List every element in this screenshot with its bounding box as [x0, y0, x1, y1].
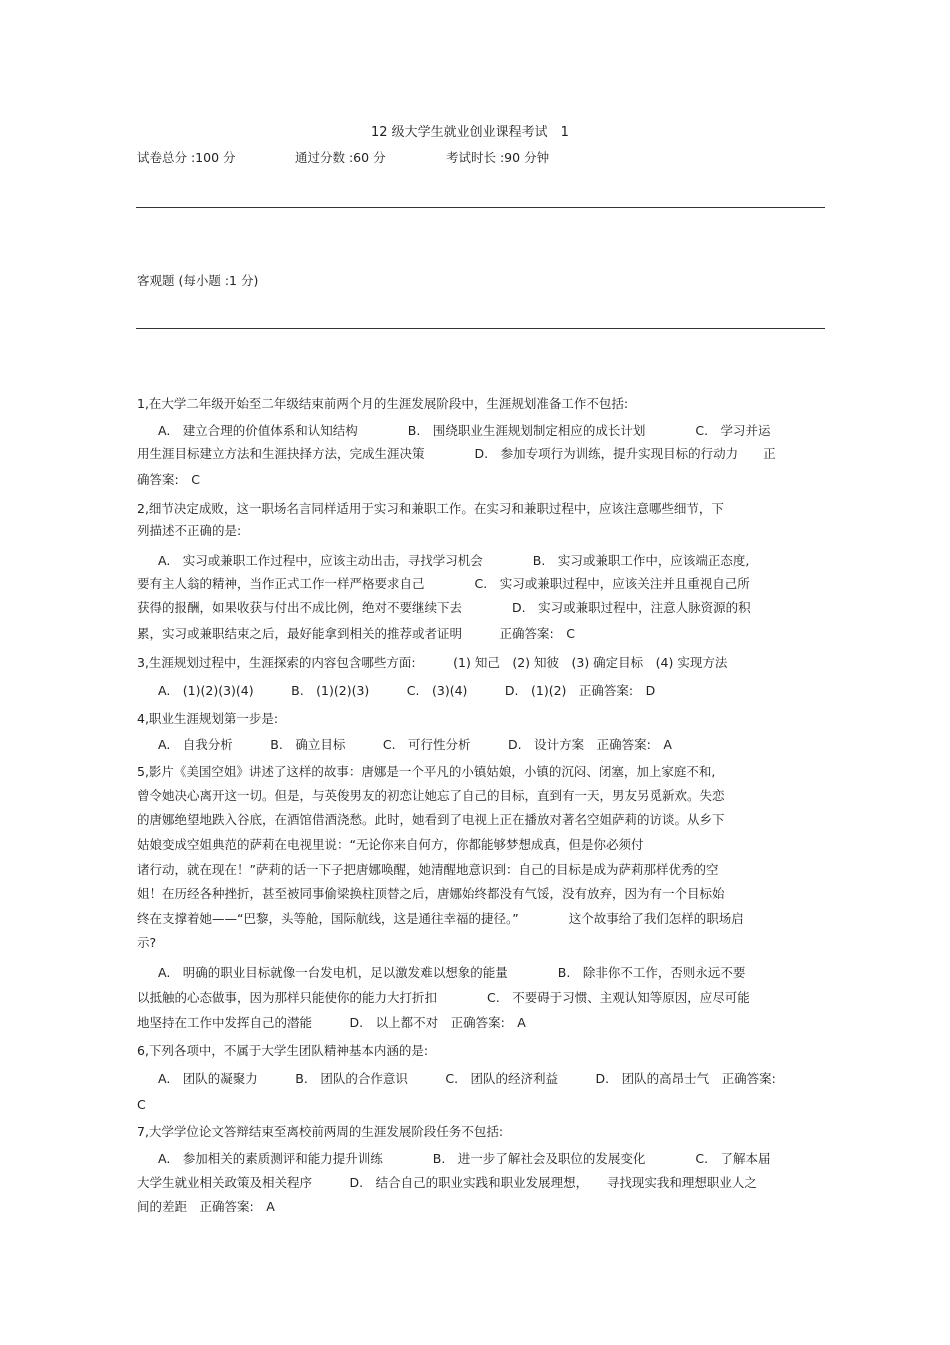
question-2-options-line: 获得的报酬，如果收获与付出不成比例，绝对不要继续下去 D. 实习或兼职过程中，注意人脉资源的积: [137, 600, 751, 615]
section-title: 客观题 (每小题 :1 分): [137, 273, 259, 288]
question-4-stem-line: 4,职业生涯规划第一步是:: [137, 711, 279, 726]
question-6-options-line: A. 团队的凝聚力 B. 团队的合作意识 C. 团队的经济利益 D. 团队的高昂士气 正确答案:: [158, 1071, 776, 1086]
question-5-options-line: 以抵触的心态做事，因为那样只能使你的能力大打折扣 C. 不要碍于习惯、主观认知等原因，应尽可能: [137, 990, 750, 1005]
question-7-stem-line: 7,大学学位论文答辩结束至离校前两周的生涯发展阶段任务不包括:: [137, 1124, 504, 1139]
question-1-options-line: 用生涯目标建立方法和生涯抉择方法，完成生涯决策 D. 参加专项行为训练，提升实现目标的行动力 正: [137, 446, 776, 461]
question-3-stem-line: 3,生涯规划过程中，生涯探索的内容包含哪些方面: (1) 知己 (2) 知彼 (3) 确定目标 (4) 实现方法: [137, 655, 728, 670]
question-6-stem-line: 6,下列各项中，不属于大学生团队精神基本内涵的是:: [137, 1043, 429, 1058]
question-5-stem-line: 诸行动，就在现在！”萨莉的话一下子把唐娜唤醒，她清醒地意识到：自己的目标是成为萨莉那样优秀的空: [137, 862, 719, 877]
question-5-options-line: A. 明确的职业目标就像一台发电机，足以激发难以想象的能量 B. 除非你不工作，否则永远不要: [158, 965, 746, 980]
question-5-answer-line: 地坚持在工作中发挥自己的潜能 D. 以上都不对 正确答案: A: [137, 1015, 526, 1030]
exam-title: 12 级大学生就业创业课程考试 1: [371, 125, 569, 140]
question-3-options-line: A. (1)(2)(3)(4) B. (1)(2)(3) C. (3)(4) D. (1)(2) 正确答案: D: [158, 683, 656, 698]
question-1-stem-line: 1,在大学二年级开始至二年级结束前两个月的生涯发展阶段中，生涯规划准备工作不包括:: [137, 396, 629, 411]
question-7-answer-line: 间的差距 正确答案: A: [137, 1199, 275, 1214]
question-2-stem-line: 列描述不正确的是:: [137, 523, 242, 538]
question-2-stem-line: 2,细节决定成败，这一职场名言同样适用于实习和兼职工作。在实习和兼职过程中，应该注意哪些细节，下: [137, 501, 724, 516]
pass-score: 通过分数 :60 分: [295, 150, 386, 165]
question-7-options-line: 大学生就业相关政策及相关程序 D. 结合自己的职业实践和职业发展理想， 寻找现实我和理想职业人之: [137, 1175, 757, 1190]
question-6-answer-line: C: [137, 1097, 146, 1112]
question-5-stem-line: 示?: [137, 935, 157, 950]
question-5-stem-line: 姑娘变成空姐典范的萨莉在电视里说：“无论你来自何方，你都能够梦想成真，但是你必须付: [137, 837, 644, 852]
question-4-options-line: A. 自我分析 B. 确立目标 C. 可行性分析 D. 设计方案 正确答案: A: [158, 737, 672, 752]
question-1-options-line: A. 建立合理的价值体系和认知结构 B. 围绕职业生涯规划制定相应的成长计划 C. 学习并运: [158, 423, 771, 438]
question-5-stem-line: 姐！在历经各种挫折，甚至被同事偷梁换柱顶替之后，唐娜始终都没有气馁，没有放弃，因为有一个目标始: [137, 886, 725, 901]
question-2-answer-line: 累，实习或兼职结束之后，最好能拿到相关的推荐或者证明 正确答案: C: [137, 626, 575, 641]
question-7-options-line: A. 参加相关的素质测评和能力提升训练 B. 进一步了解社会及职位的发展变化 C. 了解本届: [158, 1151, 771, 1166]
question-2-options-line: A. 实习或兼职工作过程中，应该主动出击，寻找学习机会 B. 实习或兼职工作中，应该端正态度,: [158, 553, 750, 568]
question-1-answer-line: 确答案: C: [137, 472, 200, 487]
question-5-stem-line: 5,影片《美国空姐》讲述了这样的故事：唐娜是一个平凡的小镇姑娘，小镇的沉闷、闭塞，加上家庭不和,: [137, 764, 716, 779]
question-5-stem-line: 的唐娜绝望地跌入谷底，在酒馆借酒浇愁。此时，她看到了电视上正在播放对著名空姐萨莉的访谈。从乡下: [137, 812, 725, 827]
question-5-stem-line: 曾令她决心离开这一切。但是，与英俊男友的初恋让她忘了自己的目标，直到有一天，男友另觅新欢。失恋: [137, 788, 725, 803]
exam-duration: 考试时长 :90 分钟: [446, 150, 550, 165]
divider-top: [136, 207, 825, 208]
question-5-stem-line: 终在支撑着她——“巴黎，头等舱，国际航线，这是通往幸福的捷径。” 这个故事给了我们怎样的职场启: [137, 911, 744, 926]
question-2-options-line: 要有主人翁的精神，当作正式工作一样严格要求自己 C. 实习或兼职过程中，应该关注并且重视自己所: [137, 576, 750, 591]
divider-section: [136, 328, 825, 329]
total-score: 试卷总分 :100 分: [137, 150, 236, 165]
